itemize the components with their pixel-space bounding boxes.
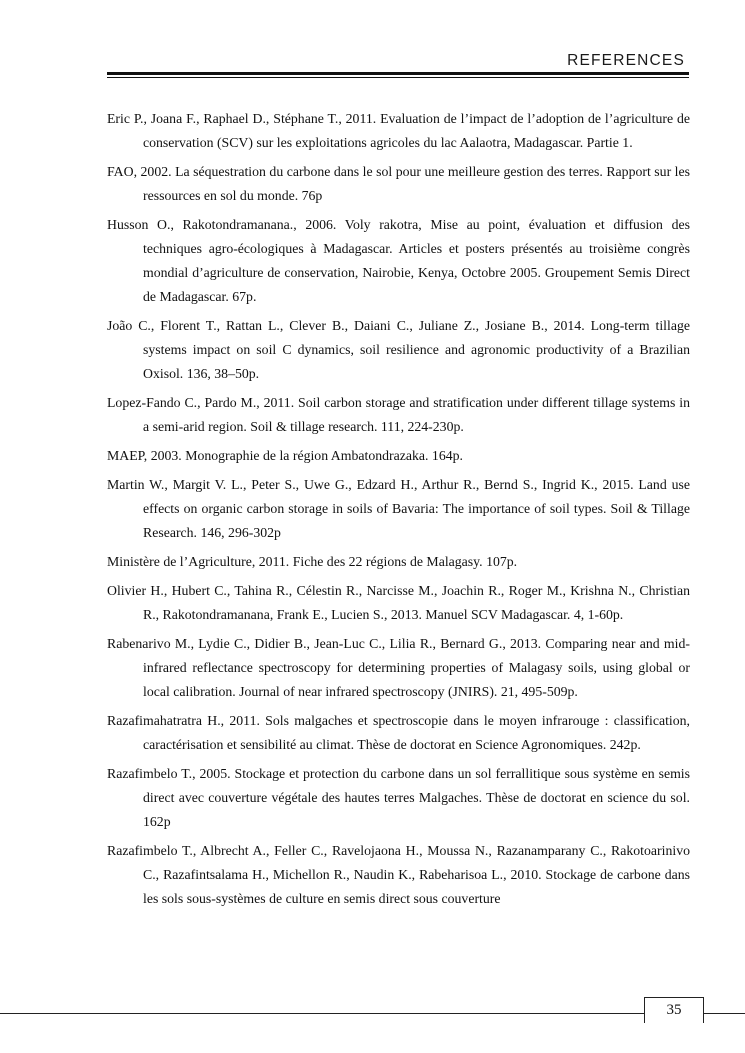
reference-ministere-2011: Ministère de l’Agriculture, 2011. Fiche des 22 régions de Malagasy. 107p.	[107, 554, 518, 569]
reference-fao-2002: FAO, 2002. La séquestration du carbone dans le sol pour une meilleure gestion des terres. Rapport sur les ressources en sol du monde. 76p	[107, 164, 690, 203]
page-number: 35	[644, 997, 704, 1023]
reference-maep-2003: MAEP, 2003. Monographie de la région Ambatondrazaka. 164p.	[107, 448, 463, 463]
reference-list	[107, 107, 690, 916]
header-rule-thick	[107, 72, 689, 75]
reference-joao-2014: João C., Florent T., Rattan L., Clever B., Daiani C., Juliane Z., Josiane B., 2014. Long-term tillage systems impact on soil C dynamics, soil resilience and agronomic productivity of a Brazilian Oxisol. 136, 38–50p.	[107, 318, 690, 381]
header-rule-thin	[107, 77, 689, 78]
reference-husson-2006: Husson O., Rakotondramanana., 2006. Voly rakotra, Mise au point, évaluation et diffusion des techniques agro-écologiques à Madagascar. Articles et posters présentés au troisième congrès mondial d’agriculture de conservation, Nairobie, Kenya, Octobre 2005. Groupement Semis Direct de Madagascar. 67p.	[107, 217, 690, 304]
footer-rule	[0, 1013, 745, 1014]
reference-martin-2015: Martin W., Margit V. L., Peter S., Uwe G., Edzard H., Arthur R., Bernd S., Ingrid K., 2015. Land use effects on organic carbon storage in soils of Bavaria: The importance of soil types. Soil & Tillage Research. 146, 296-302p	[107, 477, 690, 540]
reference-razafimbelo-2005: Razafimbelo T., 2005. Stockage et protection du carbone dans un sol ferrallitique sous système en semis direct avec couverture végétale des hautes terres Malgaches. Thèse de doctorat en science du sol. 162p	[107, 766, 690, 829]
section-title: REFERENCES	[567, 52, 685, 69]
reference-razafimbelo-2010: Razafimbelo T., Albrecht A., Feller C., Ravelojaona H., Moussa N., Razanamparany C., Rakotoarinivo C., Razafintsalama H., Michellon R., Naudin K., Rabeharisoa L., 2010. Stockage de carbone dans les sols sous-systèmes de culture en semis direct sous couverture	[107, 843, 690, 906]
reference-rabenarivo-2013: Rabenarivo M., Lydie C., Didier B., Jean-Luc C., Lilia R., Bernard G., 2013. Comparing near and mid-infrared reflectance spectroscopy for determining properties of Malagasy soils, using global or local calibration. Journal of near infrared spectroscopy (JNIRS). 21, 495-509p.	[107, 636, 690, 699]
reference-olivier-2013: Olivier H., Hubert C., Tahina R., Célestin R., Narcisse M., Joachin R., Roger M., Krishna N., Christian R., Rakotondramanana, Frank E., Lucien S., 2013. Manuel SCV Madagascar. 4, 1-60p.	[107, 583, 690, 622]
reference-razafimahatratra-2011: Razafimahatratra H., 2011. Sols malgaches et spectroscopie dans le moyen infrarouge : classification, caractérisation et sensibilité au climat. Thèse de doctorat en Science Agronomiques. 242p.	[107, 713, 690, 752]
reference-lopez-fando-2011: Lopez-Fando C., Pardo M., 2011. Soil carbon storage and stratification under different tillage systems in a semi-arid region. Soil & tillage research. 111, 224-230p.	[107, 395, 690, 434]
reference-eric-2011: Eric P., Joana F., Raphael D., Stéphane T., 2011. Evaluation de l’impact de l’adoption de l’agriculture de conservation (SCV) sur les exploitations agricoles du lac Aalaotra, Madagascar. Partie 1.	[107, 111, 690, 150]
